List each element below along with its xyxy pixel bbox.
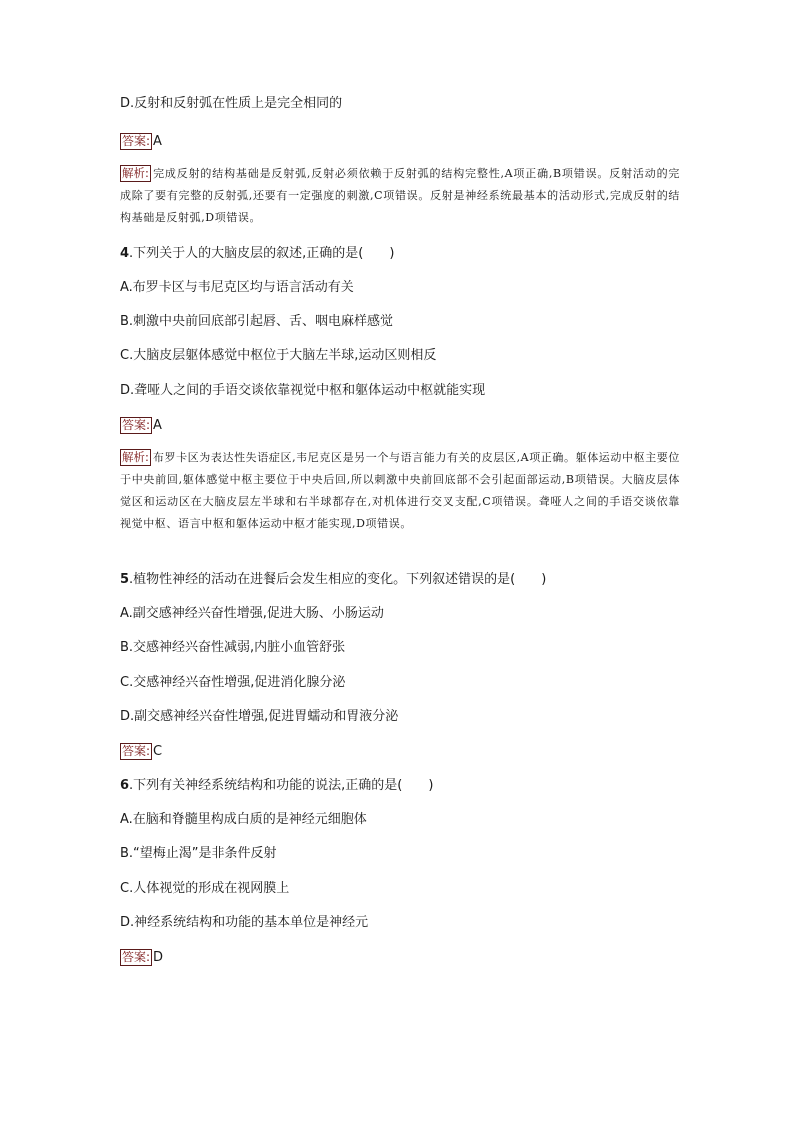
- question-stem: [120, 246, 680, 262]
- option-c: C.人体视觉的形成在视网膜上: [120, 881, 290, 896]
- answer-value: C: [153, 744, 163, 759]
- option-a: A.在脑和脊髓里构成白质的是神经元细胞体: [120, 812, 367, 827]
- question-number: 6: [120, 778, 130, 793]
- explanation-label: 解析:: [122, 450, 149, 464]
- question-text: .下列有关神经系统结构和功能的说法,正确的是( ): [129, 778, 434, 793]
- option-a: A.副交感神经兴奋性增强,促进大肠、小肠运动: [120, 606, 384, 621]
- question-stem: [120, 572, 680, 588]
- answer-row: [120, 743, 680, 760]
- question-number: 4: [120, 246, 130, 261]
- answer-label: 答案:: [122, 744, 151, 758]
- answer-label: 答案:: [122, 418, 151, 432]
- answer-label: 答案:: [122, 950, 151, 964]
- option-a: A.布罗卡区与韦尼克区均与语言活动有关: [120, 280, 354, 295]
- option-d: D.聋哑人之间的手语交谈依靠视觉中枢和躯体运动中枢就能实现: [120, 383, 486, 398]
- explanation: [120, 447, 680, 559]
- answer-value: D: [153, 950, 164, 965]
- option-d: D.副交感神经兴奋性增强,促进胃蠕动和胃液分泌: [120, 709, 399, 724]
- answer-row: [120, 417, 680, 434]
- question-number: 5: [120, 572, 130, 587]
- question-text: .植物性神经的活动在进餐后会发生相应的变化。下列叙述错误的是( ): [129, 572, 547, 587]
- answer-value: A: [153, 418, 162, 433]
- answer-label: 答案:: [122, 134, 151, 148]
- explanation-text: 完成反射的结构基础是反射弧,反射必须依赖于反射弧的结构完整性,A项正确,B项错误。反射活动的完成除了要有完整的反射弧,还要有一定强度的刺激,C项错误。反射是神经系统最基本的活动形式,完成反射的结构基础是反射弧,D项错误。: [120, 167, 680, 224]
- explanation-label: 解析:: [122, 166, 149, 180]
- question-stem: [120, 778, 680, 794]
- option-d: D.反射和反射弧在性质上是完全相同的: [120, 96, 343, 111]
- explanation-text: 布罗卡区为表达性失语症区,韦尼克区是另一个与语言能力有关的皮层区,A项正确。躯体运动中枢主要位于中央前回,躯体感觉中枢主要位于中央后回,所以刺激中央前回底部不会引起面部运动,B项错误。大脑皮层体觉区和运动区在大脑皮层左半球和右半球都存在,对机体进行交叉支配,C项错误。聋哑人之间的手语交谈依靠视觉中枢、语言中枢和躯体运动中枢才能实现,D项错误。: [120, 451, 681, 530]
- option-b: B.交感神经兴奋性减弱,内脏小血管舒张: [120, 640, 346, 655]
- answer-row: [120, 949, 680, 966]
- option-b: B.“望梅止渴”是非条件反射: [120, 846, 277, 861]
- answer-value: A: [153, 134, 162, 149]
- question-text: .下列关于人的大脑皮层的叙述,正确的是( ): [129, 246, 395, 261]
- answer-row: [120, 133, 680, 150]
- option-b: B.刺激中央前回底部引起唇、舌、咽电麻样感觉: [120, 314, 394, 329]
- option-c: C.交感神经兴奋性增强,促进消化腺分泌: [120, 675, 346, 690]
- option-c: C.大脑皮层躯体感觉中枢位于大脑左半球,运动区则相反: [120, 348, 437, 363]
- explanation: [120, 163, 680, 233]
- option-d: D.神经系统结构和功能的基本单位是神经元: [120, 915, 369, 930]
